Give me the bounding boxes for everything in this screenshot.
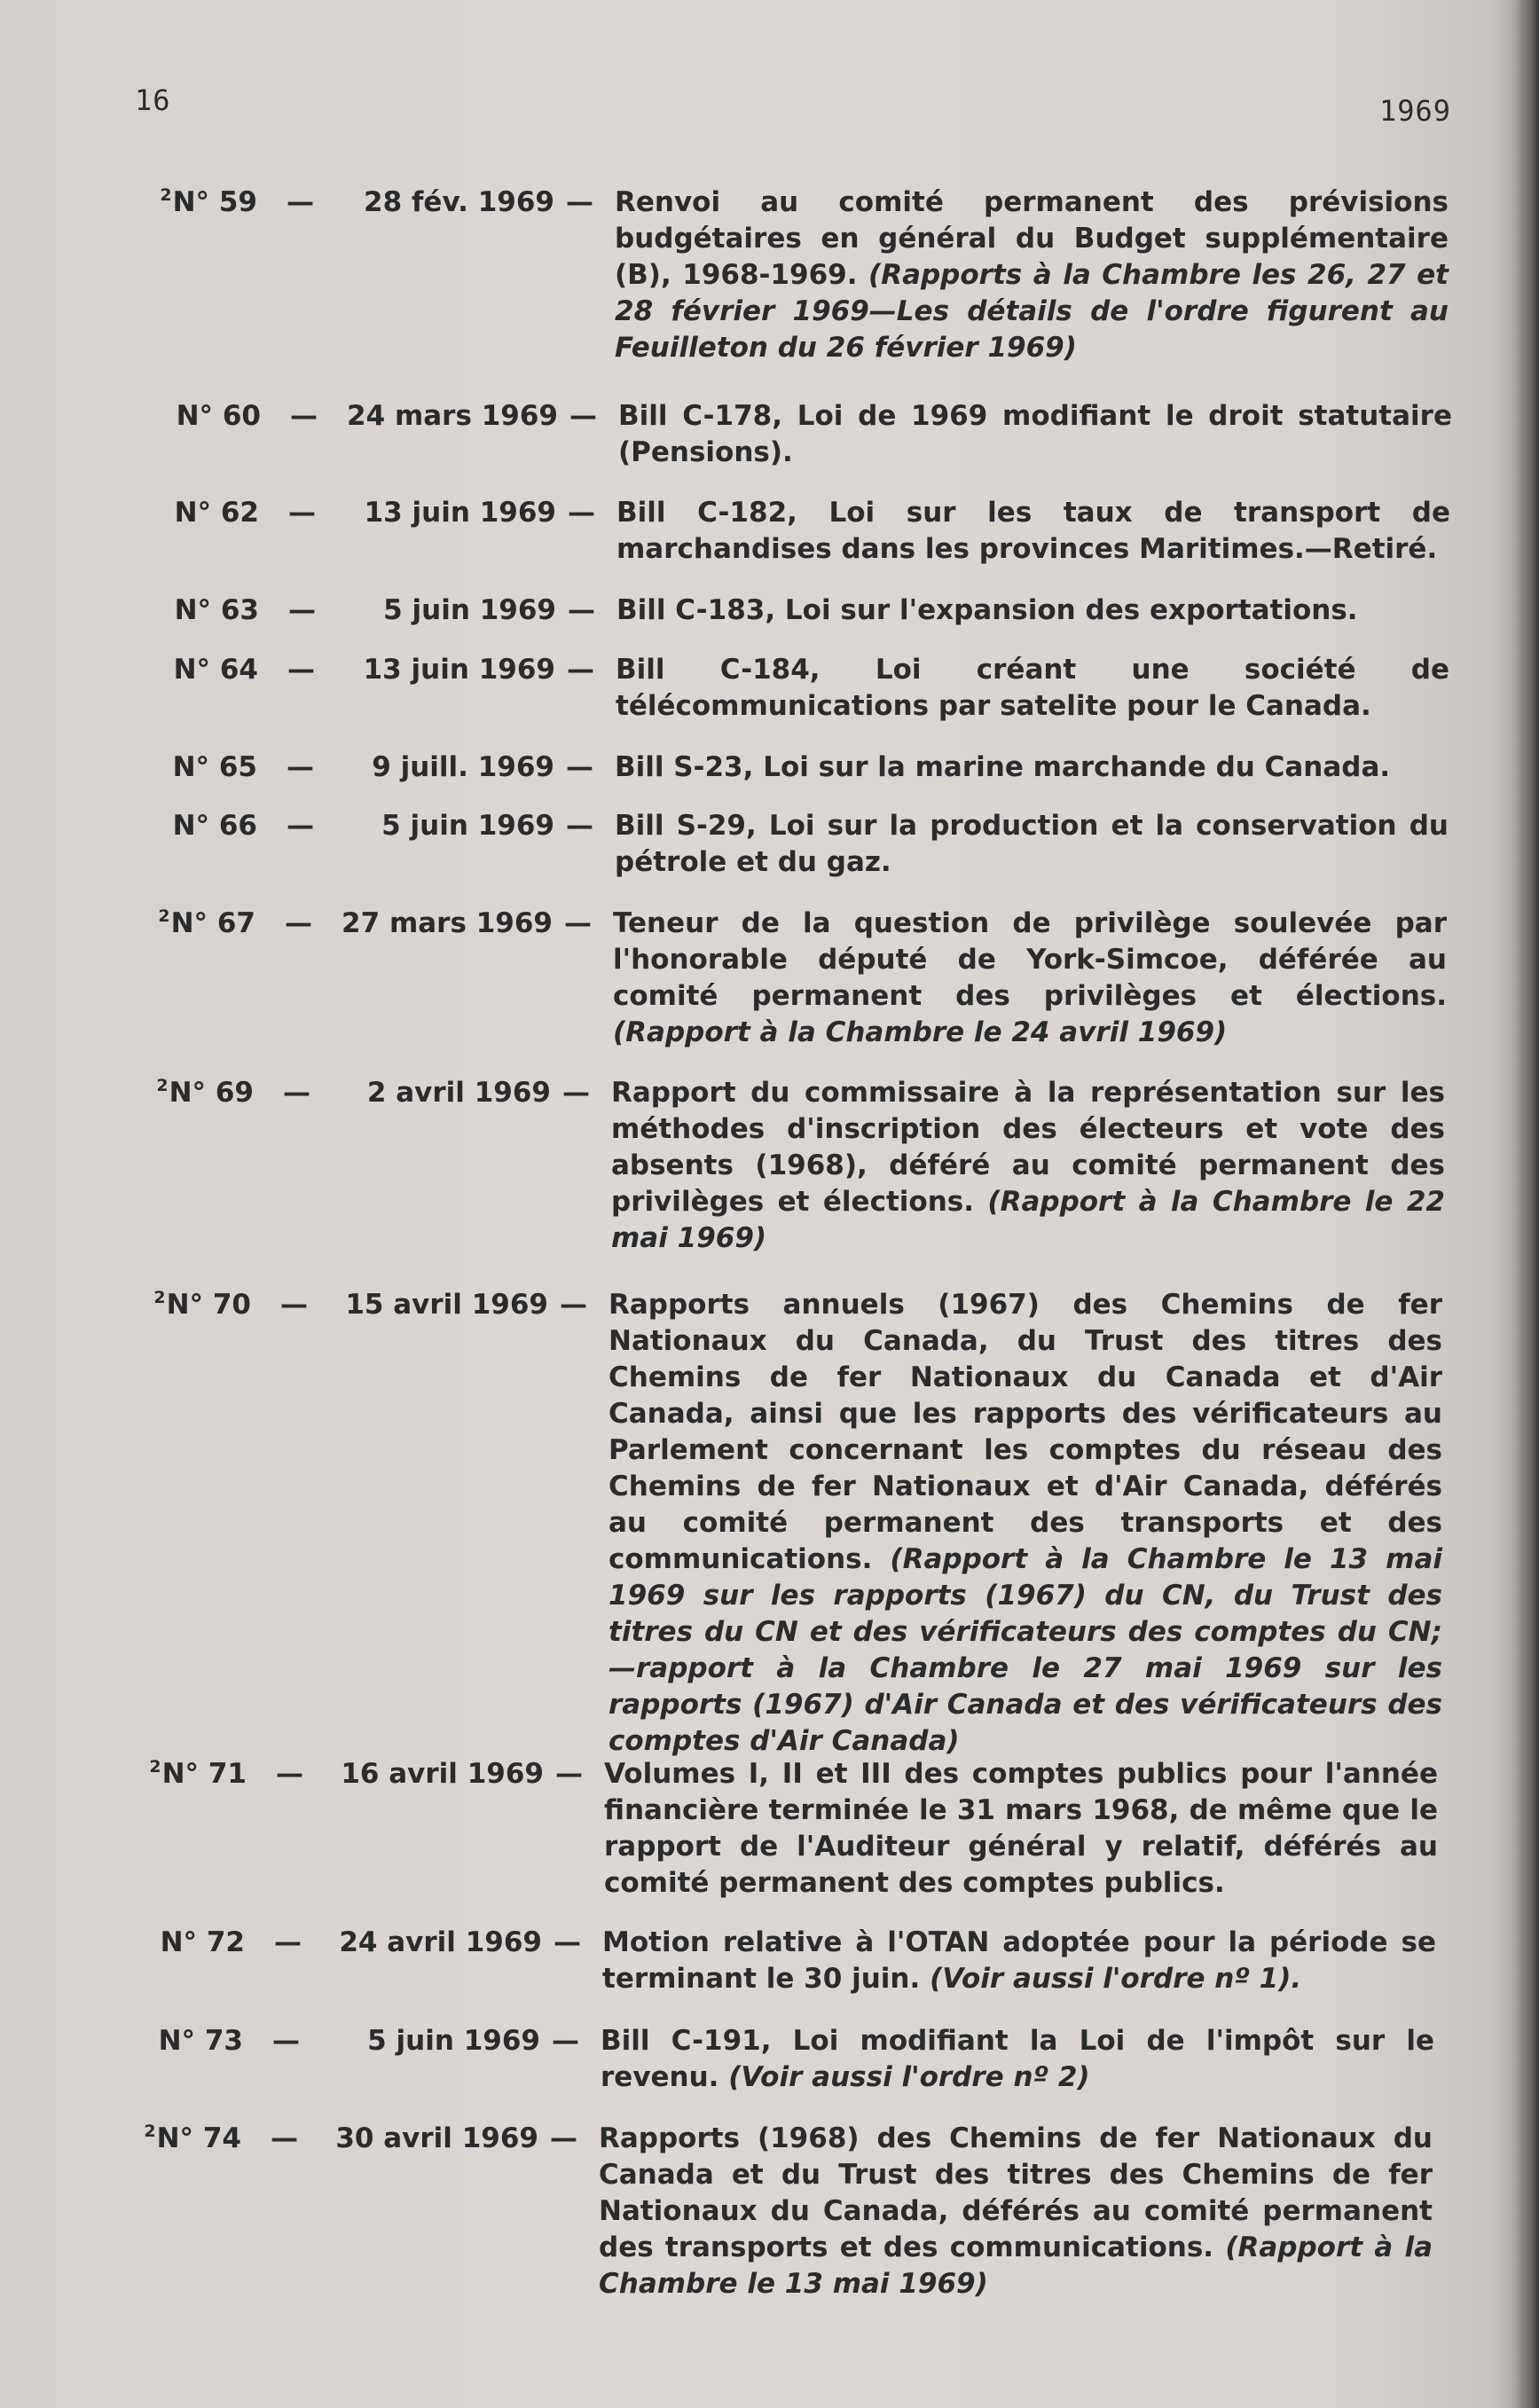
em-dash: — [272,2025,300,2057]
order-number-label: N° 59 [172,186,257,218]
order-report-note: (Voir aussi l'ordre nº 2) [728,2061,1090,2093]
order-description [618,398,1452,471]
em-dash: — [287,751,314,783]
em-dash: — [287,810,314,842]
order-number-label: N° 63 [174,594,259,626]
order-number [135,2121,241,2157]
order-description-text: Bill S-29, Loi sur la production et la conservation du pétrole et du gaz. [615,810,1449,878]
order-description-text: Volumes I, II et III des comptes publics pour l'année financière terminée le 31 mars 1968, de même que le rapport de l'Auditeur général y relatif, déférés au comité permanent des comptes publics. [604,1758,1438,1899]
order-number-label: N° 71 [161,1758,247,1790]
order-date: 5 juin 1969 [367,2025,540,2057]
em-dash: — [290,400,318,432]
order-number [153,495,259,531]
order-date: 5 juin 1969 [383,594,556,626]
order-date: 15 avril 1969 [345,1289,548,1321]
order-description [615,749,1449,786]
order-description-text: Motion relative à l'OTAN adoptée pour la période se terminant le 30 juin. [602,1926,1436,1995]
order-description-text: Bill C-178, Loi de 1969 modifiant le droit statutaire (Pensions). [618,400,1452,468]
order-description-text: Rapports annuels (1967) des Chemins de fer Nationaux du Canada, du Trust des titres des Chemins de fer Nationaux du Canada et d'Air Canada, ainsi que les rapports des vérificateurs au Parlement concernant les comptes du réseau des Chemins de fer Nationaux et d'Air Canada, déférés au comité permanent des transports et des communications. [609,1289,1442,1575]
order-number [149,906,255,942]
em-dash: — [280,1289,308,1321]
em-dash: — [554,1926,581,1958]
order-number-label: N° 66 [172,810,257,842]
order-number-label: N° 69 [169,1077,254,1109]
order-description-text: Rapports (1968) des Chemins de fer Nationaux du Canada et du Trust des titres des Chemins de fer Nationaux du Canada, déférés au comité permanent des transports et des communications. [599,2122,1433,2263]
page-edge-shadow [1514,0,1539,2408]
em-dash: — [271,2122,298,2154]
order-number-label: N° 74 [156,2122,241,2154]
em-dash: — [564,907,592,939]
order-date: 24 mars 1969 [347,400,558,432]
em-dash: — [274,1926,302,1958]
order-number-label: N° 72 [160,1926,245,1958]
order-number [152,652,258,688]
page-number: 16 [135,83,171,117]
em-dash: — [562,1077,590,1109]
order-report-note: (Rapports à la Chambre les 26, 27 et 28 février 1969—Les détails de l'ordre figurent au Feuilleton du 26 février 1969) [615,259,1449,364]
em-dash: — [552,2025,579,2057]
order-number [138,1925,245,1961]
order-description-text: Bill C-182, Loi sur les taux de transport de marchandises dans les provinces Maritimes.—Retiré. [616,497,1450,565]
order-number [145,1287,251,1323]
em-dash: — [566,751,593,783]
order-description [613,906,1447,1051]
order-report-note: (Rapport à la Chambre le 13 mai 1969) [599,2232,1433,2300]
order-description-text: Teneur de la question de privilège soulevée par l'honorable député de York-Simcoe, déférée au comité permanent des privilèges et élections. [613,907,1447,1012]
order-number [151,184,257,221]
order-report-note: (Voir aussi l'ordre nº 1). [930,1963,1302,1995]
order-description [604,1756,1438,1902]
order-number-label: N° 73 [158,2025,243,2057]
order-date: 13 juin 1969 [364,497,556,529]
order-date: 30 avril 1969 [335,2122,538,2154]
em-dash: — [283,1077,310,1109]
em-dash: — [560,1289,587,1321]
order-report-note: (Rapport à la Chambre le 24 avril 1969) [613,1016,1228,1048]
order-description-text: Bill C-183, Loi sur l'expansion des exportations. [616,594,1358,626]
order-date: 16 avril 1969 [341,1758,544,1790]
footnote-marker: 2 [160,185,172,205]
order-number-label: N° 65 [172,751,257,783]
em-dash: — [550,2122,577,2154]
order-description [615,184,1449,366]
order-number [151,808,257,844]
em-dash: — [287,186,314,218]
order-report-note: (Rapport à la Chambre le 22 mai 1969) [611,1186,1445,1254]
footnote-marker: 2 [149,1757,161,1777]
order-description-text: Rapport du commissaire à la représentation sur les méthodes d'inscription des électeurs et vote des absents (1968), déféré au comité permanent des privilèges et élections. [611,1077,1445,1218]
order-number [137,2023,243,2059]
order-description [601,2023,1434,2096]
footnote-marker: 2 [153,1288,166,1307]
order-date: 28 fév. 1969 [364,186,554,218]
em-dash: — [566,186,593,218]
em-dash: — [568,594,595,626]
order-number [140,1756,247,1792]
footnote-marker: 2 [156,1076,169,1095]
order-number-label: N° 70 [166,1289,251,1321]
order-description [599,2121,1433,2302]
footnote-marker: 2 [144,2122,156,2141]
em-dash: — [567,654,594,686]
order-date: 24 avril 1969 [339,1926,542,1958]
order-report-note: (Rapport à la Chambre le 13 mai 1969 sur les rapports (1967) du CN, du Trust des titres du CN et des vérificateurs des comptes du CN;—rapport à la Chambre le 27 mai 1969 sur les rapports (1967) d'Air Canada et des vérificateurs des comptes d'Air Canada) [609,1543,1442,1757]
em-dash: — [555,1758,583,1790]
order-description [609,1287,1442,1760]
order-description [616,495,1450,568]
running-header-year: 1969 [1379,94,1452,128]
em-dash: — [276,1758,303,1790]
em-dash: — [568,497,595,529]
order-description [616,652,1449,725]
order-description [615,808,1449,881]
order-number [153,592,259,629]
em-dash: — [569,400,597,432]
em-dash: — [288,497,316,529]
order-number-label: N° 64 [173,654,258,686]
order-description [602,1925,1436,1997]
em-dash: — [288,594,316,626]
em-dash: — [287,654,315,686]
order-number-label: N° 60 [176,400,261,432]
order-description-text: Renvoi au comité permanent des prévisions budgétaires en général du Budget supplémentaire (B), 1968-1969. [615,186,1449,291]
order-number-label: N° 67 [170,907,255,939]
order-number [154,398,261,435]
order-number [147,1075,254,1111]
order-description-text: Bill C-184, Loi créant une société de télécommunications par satelite pour le Canada. [616,654,1449,722]
order-description-text: Bill C-191, Loi modifiant la Loi de l'impôt sur le revenu. [601,2025,1434,2093]
order-description-text: Bill S-23, Loi sur la marine marchande du Canada. [615,751,1391,783]
order-description [616,592,1450,629]
order-description [611,1075,1445,1257]
order-date: 5 juin 1969 [381,810,554,842]
em-dash: — [285,907,312,939]
order-date: 27 mars 1969 [342,907,553,939]
em-dash: — [566,810,593,842]
order-number [151,749,257,786]
order-date: 2 avril 1969 [366,1077,551,1109]
order-date: 13 juin 1969 [363,654,555,686]
footnote-marker: 2 [158,906,170,926]
order-date: 9 juill. 1969 [372,751,554,783]
order-number-label: N° 62 [174,497,259,529]
